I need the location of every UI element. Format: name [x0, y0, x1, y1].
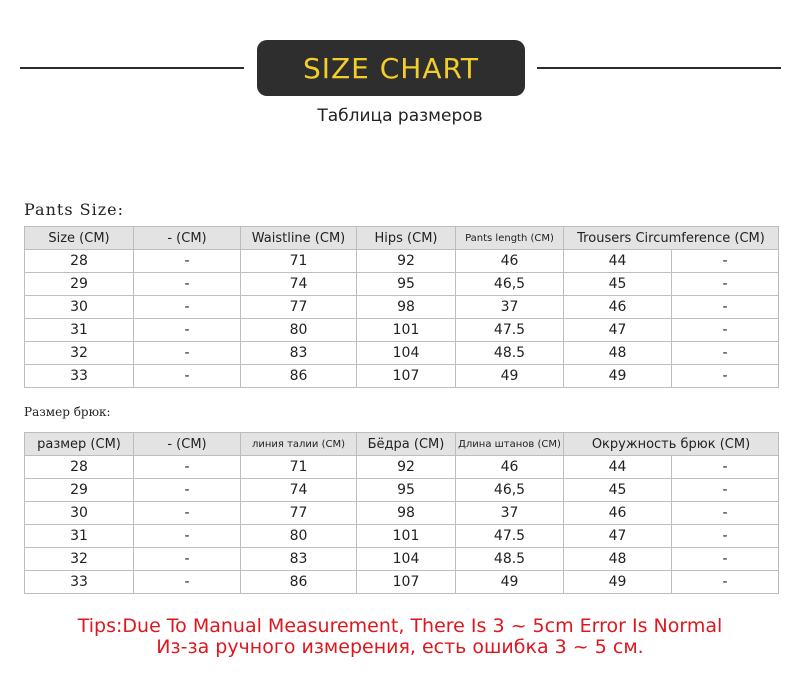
- header-cell-pants-length: Pants length (CM): [456, 227, 564, 250]
- table-row: [25, 296, 779, 319]
- table-cell: -: [672, 456, 779, 479]
- header-cell-waistline: Waistline (CM): [241, 227, 357, 250]
- header-cell-hips: Hips (CM): [357, 227, 456, 250]
- table-row: [25, 319, 779, 342]
- table-cell: 29: [25, 479, 134, 502]
- table-cell: 80: [241, 525, 357, 548]
- table-cell: -: [672, 342, 779, 365]
- table-cell: 98: [357, 502, 456, 525]
- table-row: [25, 250, 779, 273]
- table-cell: 101: [357, 319, 456, 342]
- table-cell: 31: [25, 525, 134, 548]
- header-cell-waistline: линия талии (CM): [241, 433, 357, 456]
- table-cell: -: [134, 250, 241, 273]
- table-cell: 29: [25, 273, 134, 296]
- table-row: [25, 548, 779, 571]
- table-cell: 30: [25, 296, 134, 319]
- table-cell: 48: [564, 342, 672, 365]
- table-cell: 46,5: [456, 479, 564, 502]
- table-row: [25, 502, 779, 525]
- table-cell: -: [672, 525, 779, 548]
- tips-russian: Из-за ручного измерения, есть ошибка 3 ~ 5 см.: [156, 636, 644, 658]
- page-title: SIZE CHART: [302, 51, 480, 85]
- table-cell: 48: [564, 548, 672, 571]
- table-cell: 71: [241, 456, 357, 479]
- table-cell: 47.5: [456, 319, 564, 342]
- table-cell: 44: [564, 250, 672, 273]
- table-cell: 37: [456, 296, 564, 319]
- table-cell: 45: [564, 479, 672, 502]
- table-cell: -: [134, 296, 241, 319]
- table-cell: 46: [456, 456, 564, 479]
- table-cell: -: [134, 456, 241, 479]
- pants-size-label: Pants Size:: [24, 200, 124, 219]
- table-cell: -: [134, 571, 241, 594]
- table-cell: 45: [564, 273, 672, 296]
- table-cell: 101: [357, 525, 456, 548]
- table-cell: 95: [357, 273, 456, 296]
- table-row: [25, 342, 779, 365]
- table-cell: 28: [25, 456, 134, 479]
- page-subtitle: Таблица размеров: [317, 106, 483, 126]
- table-cell: 92: [357, 250, 456, 273]
- table-row: [25, 479, 779, 502]
- table-cell: 32: [25, 342, 134, 365]
- table-cell: 49: [564, 365, 672, 388]
- table-cell: 46: [564, 296, 672, 319]
- table-header-row: [25, 433, 779, 456]
- table-cell: 30: [25, 502, 134, 525]
- table-cell: 86: [241, 571, 357, 594]
- table-cell: -: [134, 548, 241, 571]
- table-cell: -: [134, 479, 241, 502]
- table-cell: 83: [241, 548, 357, 571]
- tips-english: Tips:Due To Manual Measurement, There Is 3 ~ 5cm Error Is Normal: [77, 615, 723, 637]
- table-cell: -: [672, 250, 779, 273]
- table-cell: 46: [456, 250, 564, 273]
- table-cell: 28: [25, 250, 134, 273]
- table-cell: 104: [357, 342, 456, 365]
- table-header-row: [25, 227, 779, 250]
- table-cell: -: [672, 365, 779, 388]
- header-cell-hips: Бёдра (CM): [357, 433, 456, 456]
- header-cell-trousers-circumference: Окружность брюк (CM): [564, 433, 779, 456]
- table-cell: -: [672, 296, 779, 319]
- table-cell: 47.5: [456, 525, 564, 548]
- table-cell: 33: [25, 365, 134, 388]
- table-cell: 77: [241, 296, 357, 319]
- table-cell: 47: [564, 319, 672, 342]
- table-row: [25, 571, 779, 594]
- header-cell-size: Size (CM): [25, 227, 134, 250]
- header-cell-size: размер (CM): [25, 433, 134, 456]
- header-cell-blank-measure: - (CM): [134, 227, 241, 250]
- table-cell: 46: [564, 502, 672, 525]
- table-cell: 77: [241, 502, 357, 525]
- table-cell: -: [134, 502, 241, 525]
- pants-size-table-en: [24, 226, 779, 388]
- table-cell: 48.5: [456, 548, 564, 571]
- size-chart-title-badge: [257, 40, 525, 96]
- table-cell: 31: [25, 319, 134, 342]
- table-cell: 80: [241, 319, 357, 342]
- table-cell: 33: [25, 571, 134, 594]
- table-cell: 48.5: [456, 342, 564, 365]
- header-divider-left: [20, 67, 244, 69]
- table-cell: -: [672, 479, 779, 502]
- table-cell: 49: [564, 571, 672, 594]
- table-cell: -: [134, 525, 241, 548]
- header-cell-pants-length: Длина штанов (CM): [456, 433, 564, 456]
- header-divider-right: [537, 67, 781, 69]
- table-cell: 47: [564, 525, 672, 548]
- table-cell: -: [134, 319, 241, 342]
- measurement-tips: [0, 616, 800, 658]
- table-cell: 71: [241, 250, 357, 273]
- table-row: [25, 273, 779, 296]
- table-cell: -: [134, 365, 241, 388]
- table-cell: 92: [357, 456, 456, 479]
- pants-size-label-ru: Размер брюк:: [24, 405, 111, 419]
- pants-size-table-ru-body: [25, 456, 779, 594]
- header-cell-trousers-circumference: Trousers Circumference (CM): [564, 227, 779, 250]
- header-cell-blank-measure: - (CM): [134, 433, 241, 456]
- table-cell: 98: [357, 296, 456, 319]
- table-cell: 74: [241, 479, 357, 502]
- table-row: [25, 365, 779, 388]
- pants-size-table-en-body: [25, 250, 779, 388]
- table-cell: 95: [357, 479, 456, 502]
- table-cell: 46,5: [456, 273, 564, 296]
- table-cell: 107: [357, 365, 456, 388]
- table-cell: 37: [456, 502, 564, 525]
- table-cell: -: [672, 502, 779, 525]
- table-cell: -: [134, 342, 241, 365]
- table-cell: 107: [357, 571, 456, 594]
- table-cell: 83: [241, 342, 357, 365]
- pants-size-table-ru: [24, 432, 779, 594]
- table-cell: -: [672, 571, 779, 594]
- table-cell: 32: [25, 548, 134, 571]
- table-cell: -: [672, 273, 779, 296]
- table-cell: 44: [564, 456, 672, 479]
- table-cell: -: [134, 273, 241, 296]
- table-cell: -: [672, 548, 779, 571]
- table-cell: 86: [241, 365, 357, 388]
- table-cell: 49: [456, 365, 564, 388]
- table-cell: 104: [357, 548, 456, 571]
- table-row: [25, 525, 779, 548]
- table-cell: -: [672, 319, 779, 342]
- table-row: [25, 456, 779, 479]
- table-cell: 49: [456, 571, 564, 594]
- table-cell: 74: [241, 273, 357, 296]
